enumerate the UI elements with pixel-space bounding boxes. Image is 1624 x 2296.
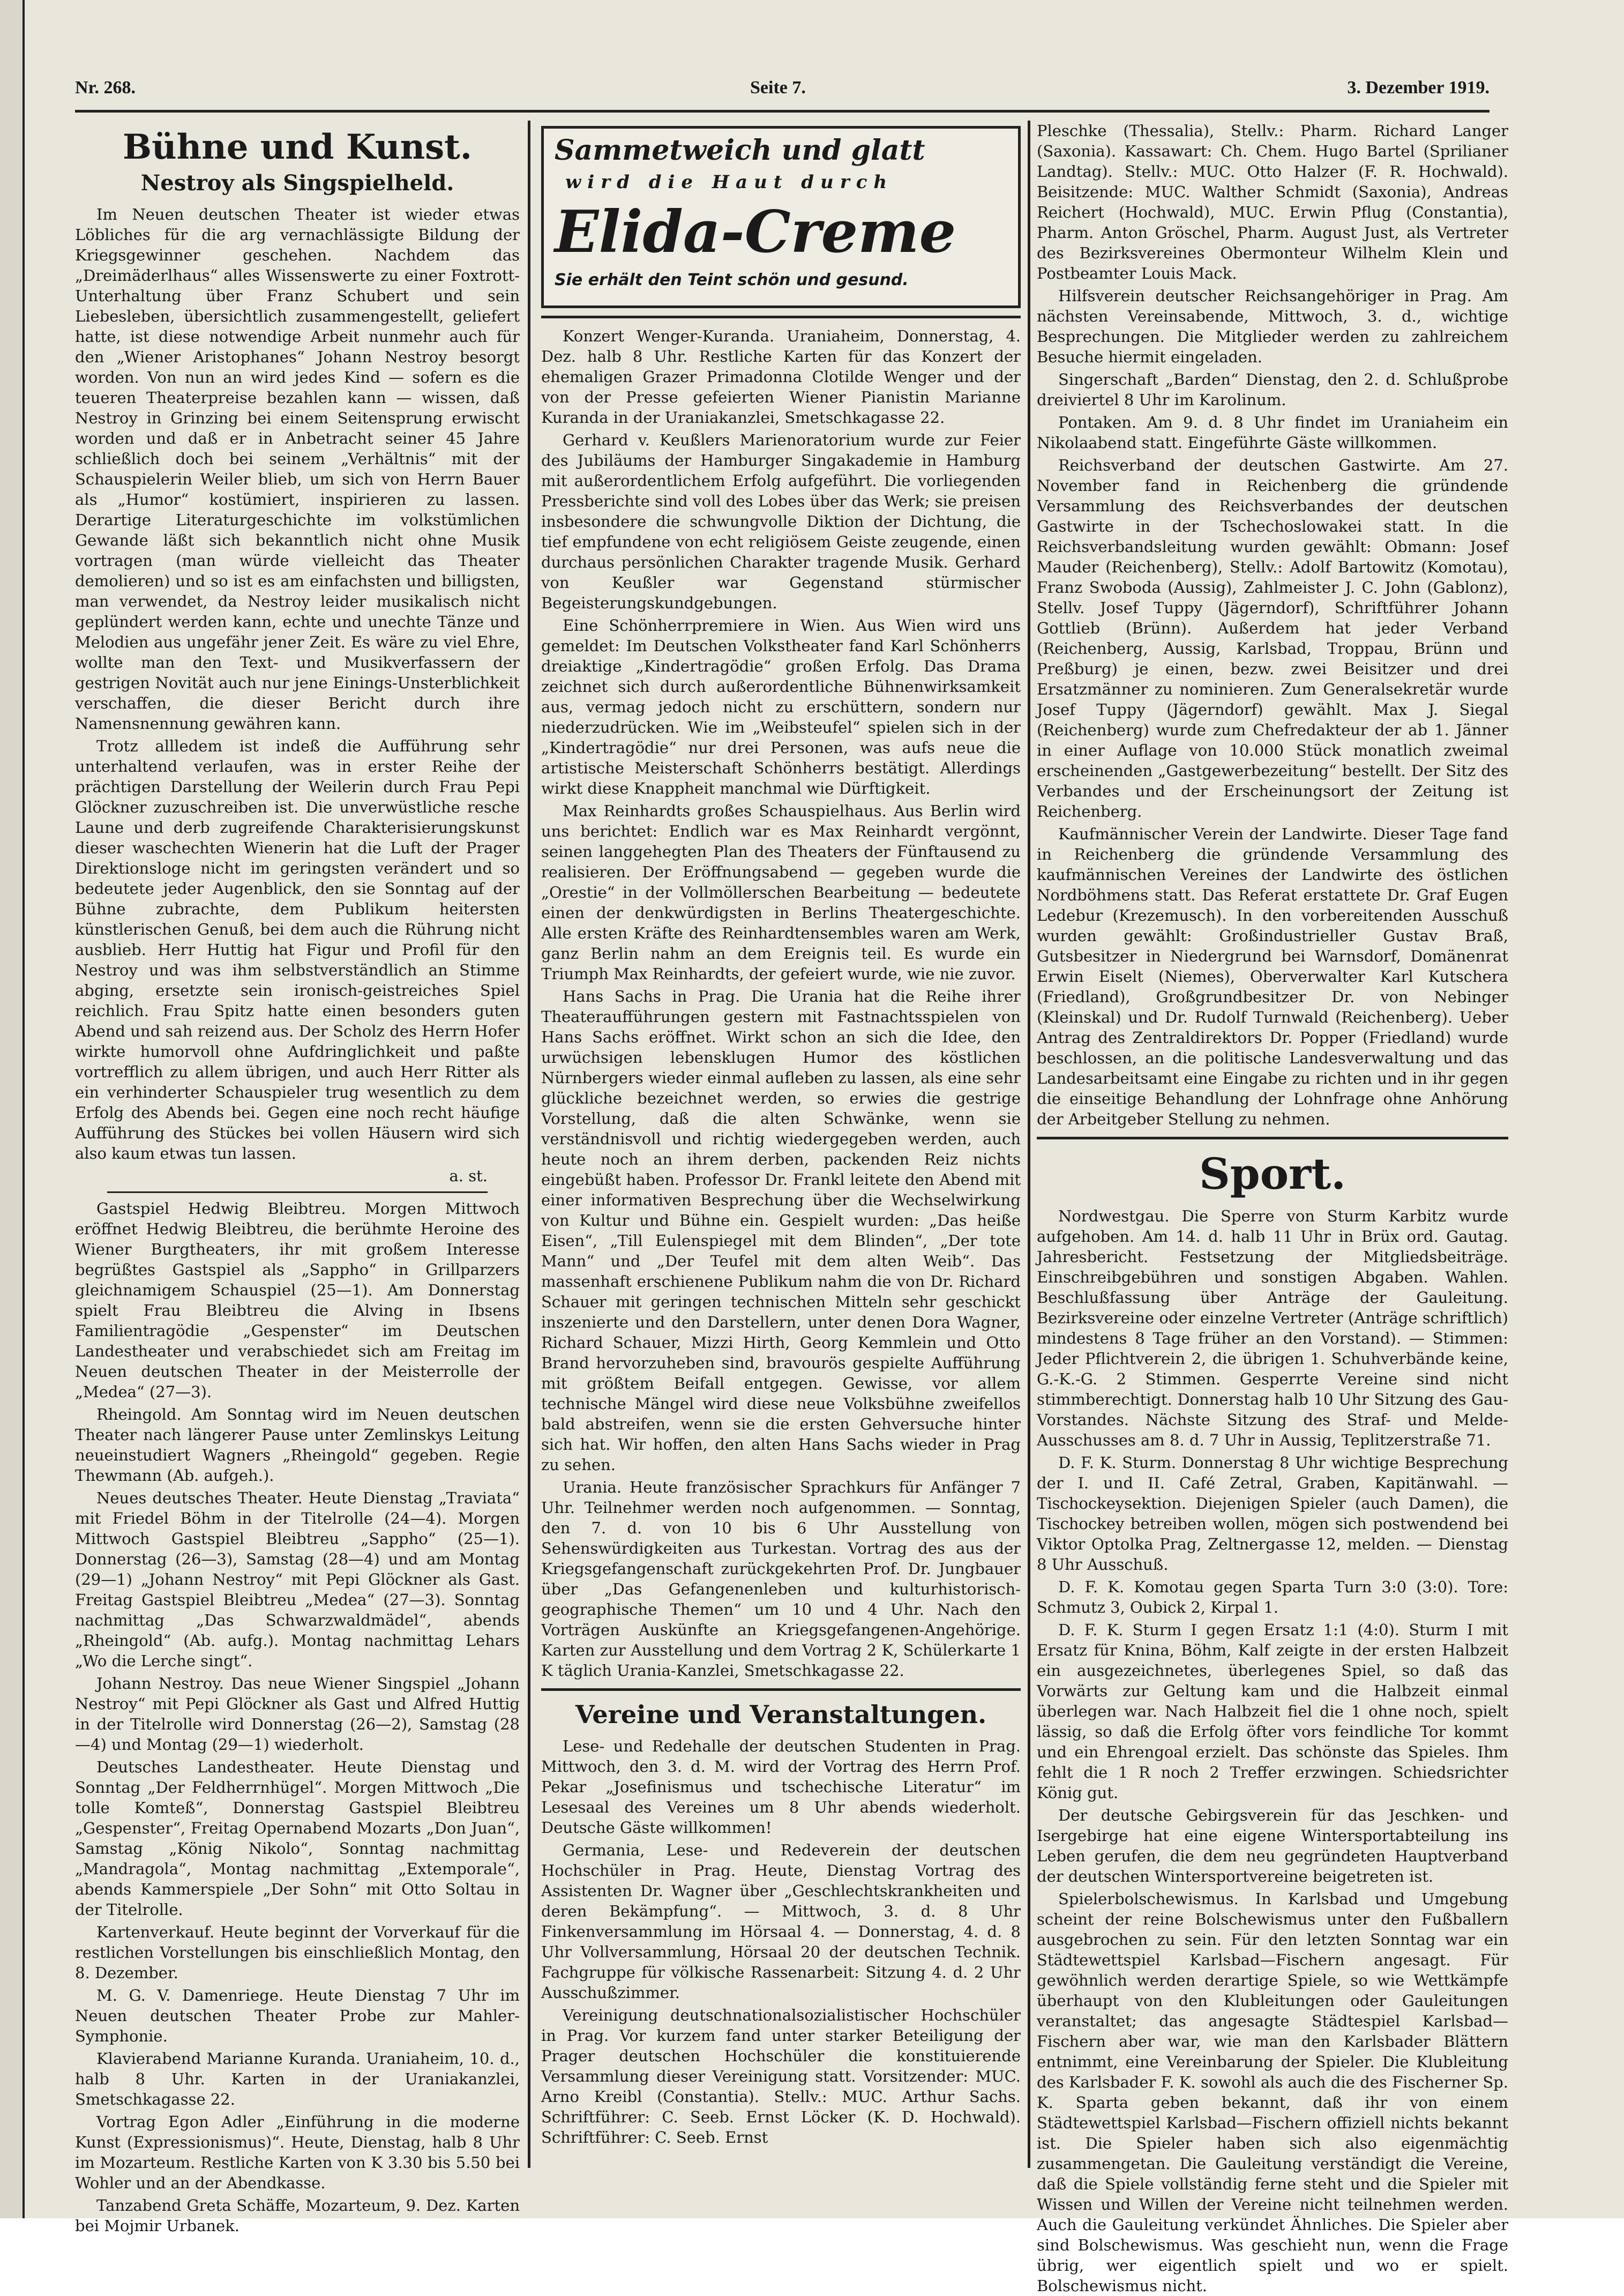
notice-item: Konzert Wenger-Kuranda. Uraniaheim, Donnerstag, 4. Dez. halb 8 Uhr. Restliche Karten für das Konzert der ehemaligen Grazer Primadonna Clotilde Wenger und der von der Presse gefeierten Wiener Pianistin Marianne Kuranda in der Uraniakanzlei, Smetschkagasse 22. — [541, 327, 1021, 427]
column-2 — [541, 121, 1021, 2168]
notice-item: Gerhard v. Keußlers Marienoratorium wurde zur Feier des Jubiläums der Hamburger Singakademie in Hamburg mit außerordentlichem Erfolg aufgeführt. Die vorliegenden Pressberichte sind voll des Lobes über das Werk; sie preisen insbesondere die schwungvolle Diktion der Dichtung, die tief empfundene von echt religiösem Geiste zeugende, einen durchaus persönlichen Charakter tragende Musik. Gerhard von Keußler war Gegenstand stürmischer Begeisterungskundgebungen. — [541, 431, 1021, 612]
notice-item: Kaufmännischer Verein der Landwirte. Dieser Tage fand in Reichenberg die gründende Versammlung des kaufmännischen Vereines der Landwirte des östlichen Nordböhmens statt. Das Referat erstattete Dr. Graf Eugen Ledebur (Krezemusch). In den vorbereitenden Ausschuß wurden gewählt: Großindustrieller Gustav Braß, Gutsbesitzer in Niedergrund bei Warnsdorf, Domänenrat Erwin Eiselt (Niemes), Oberverwalter Karl Kutschera (Friedland), Großgrundbesitzer Dr. von Nebinger (Kleinskal) und Dr. Rudolf Turnwald (Reichenberg). Ueber Antrag des Zentraldirektors Dr. Popper (Friedland) wurde beschlossen, an die politische Landesverwaltung und das Landesarbeitsamt eine Eingabe zu richten und in ihr gegen die einseitige Behandlung der Lohnfrage ohne Anhörung der Arbeitgeber Stellung zu nehmen. — [1037, 825, 1508, 1128]
section-divider — [1037, 1137, 1508, 1139]
ad-subline: wird die Haut durch — [565, 172, 894, 193]
notice-item: Hans Sachs in Prag. Die Urania hat die Reihe ihrer Theateraufführungen gestern mit Fastnachtsspielen von Hans Sachs eröffnet. Wirkt schon an sich die Idee, den urwüchsigen lebensklugen Humor des köstlichen Nürnbergers wieder einmal aufleben zu lassen, als eine sehr glückliche bezeichnet werden, so erwies die gestrige Vorstellung, daß die alten Schwänke, wenn sie verständnisvoll und richtig wiedergegeben werden, auch heute noch an ihrem derben, packenden Reiz nichts eingebüßt haben. Professor Dr. Frankl leitete den Abend mit einer informativen Besprechung über die Wechselwirkung von Kultur und Bühne ein. Gespielt wurden: „Das heiße Eisen“, „Till Eulenspiegel mit dem Blinden“, „Der tote Mann“ und „Der Teufel mit dem alten Weib“. Das massenhaft erschienene Publikum nahm die von Dr. Richard Schauer mit geringen technischen Mitteln sehr geschickt inszenierte und den Darstellern, unter denen Dora Wagner, Richard Schauer, Mizzi Hirth, Georg Kemmlein und Otto Brand hervorzuheben sind, bravourös gespielte Aufführung mit größtem Beifall entgegen. Gewisse, vor allem technische Mängel wird diese neue Volksbühne zweifellos bald abstreifen, wenn sie die ersten Gehversuche hinter sich hat. Wir hoffen, den alten Hans Sachs wieder in Prag zu sehen. — [541, 987, 1021, 1474]
article-paragraph: Im Neuen deutschen Theater ist wieder etwas Löbliches für die arg vernachlässigte Bildung der Kriegsgewinner geschehen. Nachdem das „Dreimäderlhaus“ alles Wissenswerte zu einer Foxtrott-Unterhaltung über Franz Schubert und sein Liebesleben, übersichtlich zusammengestellt, geliefert hatte, ist diese notwendige Arbeit nunmehr auch für den „Wiener Aristophanes“ Johann Nestroy besorgt worden. Von nun an wird jedes Kind — sofern es die teueren Theaterpreise bezahlen kann — wissen, daß Nestroy in Grinzing bei einem Seitensprung erwischt worden und daß er in Anbetracht seiner 45 Jahre schließlich doch bei seinem „Verhältnis“ mit der Schauspielerin Weiler blieb, um sich von Herrn Bauer als „Humor“ kostümiert, inspirieren zu lassen. Derartige Literaturgeschichte im volkstümlichen Gewande läßt sich bekanntlich nicht ohne Musik vortragen (man würde vielleicht das Theater demolieren) und so ist es am einfachsten und billigsten, man verwendet, da Nestroy leider musikalisch nicht geplündert werden kann, echte und unechte Tänze und Melodien aus ungefähr jener Zeit. Es wäre zu viel Ehre, wollte man den Text- und Musikverfassern der gestrigen Novität auch nur jene Einings-Unsterblichkeit verschaffen, die dieser Bericht durch ihre Namensnennung gewähren kann. — [75, 205, 520, 733]
notice-item: Deutsches Landestheater. Heute Dienstag und Sonntag „Der Feldherrnhügel“. Morgen Mittwoch „Die tolle Komteß“, Donnerstag Gastspiel Bleibtreu „Gespenster“, Freitag Opernabend Mozarts „Don Juan“, Samstag „König Nikolo“, Sonntag nachmittag „Mandragola“, Montag nachmittag „Extemporale“, abends Kammerspiele „Der Sohn“ mit Otto Soltau in der Titelrolle. — [75, 1758, 520, 1919]
theater-notices — [75, 1198, 520, 2236]
ad-tagline: Sie erhält den Teint schön und gesund. — [555, 271, 909, 289]
section-title-buehne: Bühne und Kunst. — [123, 127, 472, 167]
vereine-notices — [541, 1736, 1021, 2148]
sport-notices — [1037, 1206, 1508, 2296]
notice-item: Singerschaft „Barden“ Dienstag, den 2. d. Schlußprobe dreiviertel 8 Uhr im Karolinum. — [1037, 370, 1508, 409]
column-1 — [75, 121, 520, 2235]
adjacent-page-edge — [0, 0, 25, 2218]
notice-item: Rheingold. Am Sonntag wird im Neuen deutschen Theater nach längerer Pause unter Zemlinskys Leitung neueinstudiert Wagners „Rheingold“ gegeben. Regie Thewmann (Ab. aufgeh.). — [75, 1405, 520, 1485]
elida-creme-advertisement — [541, 126, 1021, 308]
notice-item: Der deutsche Gebirgsverein für das Jeschken- und Isergebirge hat eine eigene Wintersportabteilung ins Leben gerufen, die dem neu gegründeten Hauptverband der deutschen Wintersportvereine beigetreten ist. — [1037, 1806, 1508, 1885]
notice-item: Vortrag Egon Adler „Einführung in die moderne Kunst (Expressionismus)“. Heute, Dienstag, halb 8 Uhr im Mozarteum. Restliche Karten von K 3.30 bis 5.50 bei Wohler und an der Abendkasse. — [75, 2113, 520, 2192]
ad-divider — [541, 316, 1021, 318]
notice-item: Urania. Heute französischer Sprachkurs für Anfänger 7 Uhr. Teilnehmer werden noch aufgenommen. — Sonntag, den 7. d. von 10 bis 6 Uhr Ausstellung von Sehenswürdigkeiten aus Turkestan. Vortrag des aus der Kriegsgefangenschaft zurückgekehrten Prof. Dr. Jungbauer über „Das Gefangenenleben und kulturhistorisch-geographische Themen“ um 10 und 4 Uhr. Nach den Vorträgen Auskünfte an Kriegsgefangenen-Angehörige. Karten zur Ausstellung und dem Vortrag 2 K, Schülerkarte 1 K täglich Urania-Kanzlei, Smetschkagasse 22. — [541, 1478, 1021, 1680]
column-rule-2 — [1028, 121, 1030, 2168]
notice-item: Pontaken. Am 9. d. 8 Uhr findet im Uraniaheim ein Nikolaabend statt. Eingeführte Gäste willkommen. — [1037, 413, 1508, 452]
notice-item: Gastspiel Hedwig Bleibtreu. Morgen Mittwoch eröffnet Hedwig Bleibtreu, die berühmte Heroine des Wiener Burgtheaters, ihr mit großem Interesse begrüßtes Gastspiel als „Sappho“ in Grillparzers gleichnamigem Schauspiel (25—1). Am Donnerstag spielt Frau Bleibtreu die Alving in Ibsens Familientragödie „Gespenster“ im Deutschen Landestheater und verabschiedet sich am Freitag im Neuen deutschen Theater in der Meisterrolle der „Medea“ (27—3). — [75, 1199, 520, 1401]
notice-item: Pleschke (Thessalia), Stellv.: Pharm. Richard Langer (Saxonia). Kassawart: Ch. Chem. Hugo Bartel (Sprilianer Landtag). Stellv.: MUC. Otto Halzer (F. R. Hochwald). Beisitzende: MUC. Walther Schmidt (Saxonia), Andreas Reichert (Hochwald), MUC. Erwin Pflug (Constantia), Pharm. Anton Gröschel, Pharm. August Just, als Vertreter des Bezirksvereines Obermonteur Wilhelm Klein und Postbeamter Louis Mack. — [1037, 122, 1508, 282]
notice-item: Nordwestgau. Die Sperre von Sturm Karbitz wurde aufgehoben. Am 14. d. halb 11 Uhr in Brüx ord. Gautag. Jahresbericht. Festsetzung der Mitgliedsbeiträge. Einschreibgebühren und sonstigen Abgaben. Wahlen. Beschlußfassung über Anträge der Gauleitung. Bezirksvereine oder einzelne Vertreter (Anträge schriftlich) mindestens 8 Tage früher an den Vorstand). — Stimmen: Jeder Pflichtverein 2, die übrigen 1. Schuhverbände keine, G.-K.-G. 2 Stimmen. Gesperrte Vereine sind nicht stimmberechtigt. Donnerstag halb 10 Uhr Sitzung des Gau-Vorstandes. Nächste Sitzung des Straf- und Melde-Ausschusses am 8. d. 7 Uhr in Aussig, Teplitzerstraße 71. — [1037, 1207, 1508, 1449]
notice-item: D. F. K. Komotau gegen Sparta Turn 3:0 (3:0). Tore: Schmutz 3, Oubick 2, Kirpal 1. — [1037, 1578, 1508, 1616]
section-divider — [107, 1191, 488, 1193]
section-title-sport: Sport. — [1199, 1149, 1346, 1199]
notice-item: Kartenverkauf. Heute beginnt der Vorverkauf für die restlichen Vorstellungen bis einschließlich Montag, den 8. Dezember. — [75, 1923, 520, 1982]
page-header — [75, 78, 1490, 105]
column-3 — [1037, 121, 1508, 2295]
issue-date: 3. Dezember 1919. — [1347, 78, 1490, 98]
section-title-vereine: Vereine und Veranstaltungen. — [575, 1700, 987, 1729]
notice-item: M. G. V. Damenriege. Heute Dienstag 7 Uhr im Neuen deutschen Theater Probe zur Mahler-Symphonie. — [75, 1986, 520, 2045]
header-rule — [75, 110, 1490, 113]
notice-item: Germania, Lese- und Redeverein der deutschen Hochschüler in Prag. Heute, Dienstag Vortrag des Assistenten Dr. Wagner über „Geschlechtskrankheiten und deren Bekämpfung“. — Mittwoch, 3. d. 8 Uhr Finkenversammlung im Hörsaal 4. — Donnerstag, 4. d. 8 Uhr Vollversammlung, Hörsaal 20 der deutschen Technik. Fachgruppe für völkische Rassenarbeit: Sitzung 4. d. 2 Uhr Ausschußzimmer. — [541, 1841, 1021, 2002]
vereine-continued — [1037, 121, 1508, 1129]
page-number: Seite 7. — [750, 78, 806, 98]
notice-item: Reichsverband der deutschen Gastwirte. Am 27. November fand in Reichenberg die gründende Versammlung des Reichsverbandes der deutschen Gastwirte in der Tschechoslowakei statt. In die Reichsverbandsleitung wurden gewählt: Obmann: Josef Mauder (Reichenberg), Stellv.: Adolf Bartowitz (Komotau), Franz Swoboda (Aussig), Zahlmeister J. C. John (Gablonz), Stellv. Josef Tuppy (Jägerndorf), Schriftführer Johann Gottlieb (Brünn). Außerdem hat jeder Verband (Reichenberg, Aussig, Karlsbad, Troppau, Brünn und Preßburg) je einen, bezw. zwei Beisitzer und drei Ersatzmänner zu nominieren. Zum Generalsekretär wurde Josef Tuppy (Jägerndorf) gewählt. Max J. Siegal (Reichenberg) wurde zum Chefredakteur der ab 1. Jänner in einer Auflage von 10.000 Stück monatlich zweimal erscheinenden „Gastgewerbezeitung“ bestellt. Der Sitz des Verbandes und der Erscheinungsort der Zeitung ist Reichenberg. — [1037, 456, 1508, 821]
issue-number: Nr. 268. — [75, 78, 136, 98]
article-title-nestroy: Nestroy als Singspielheld. — [140, 170, 454, 196]
notice-item: Klavierabend Marianne Kuranda. Uraniaheim, 10. d., halb 8 Uhr. Karten in der Uraniakanzlei, Smetschkagasse 22. — [75, 2049, 520, 2108]
article-paragraph: Trotz allledem ist indeß die Aufführung sehr unterhaltend verlaufen, was in erster Reihe der prächtigen Darstellung der Weilerin durch Frau Pepi Glöckner zuzuschreiben ist. Die unverwüstliche resche Laune und derb zugreifende Charakterisierungskunst dieser waschechten Wienerin hat die Luft der Prager Direktionsloge nicht im geringsten verändert und so bedeutete jeder Augenblick, den sie Sonntag auf der Bühne zubrachte, dem Publikum heitersten künstlerischen Genuß, bei dem auch die Rührung nicht ausblieb. Herr Huttig hat Figur und Profil für den Nestroy und was ihm selbstverständlich an Stimme abging, ersetzte sein ironisch-geistreiches Spiel reichlich. Frau Spitz hatte einen besonders guten Abend und sah reizend aus. Der Scholz des Herrn Hofer wirkte humorvoll ohne Aufdringlichkeit und paßte vortrefflich zu allem übrigen, und auch Herr Ritter als ein verhinderter Schauspieler trug wesentlich zu dem Erfolg des Abends bei. Gegen eine noch recht häufige Aufführung des Stückes bei vollen Häusern wird sich also kaum etwas tun lassen. — [75, 737, 520, 1162]
section-divider — [541, 1688, 1021, 1691]
article-body-nestroy — [75, 204, 520, 1186]
notice-item: D. F. K. Sturm I gegen Ersatz 1:1 (4:0). Sturm I mit Ersatz für Knina, Böhm, Kalf zeigte in der ersten Halbzeit ein ausgezeichnetes, überlegenes Spiel, so daß das Vorwärts zur Geltung kam und die Halbzeit einmal überlegen war. Nach Halbzeit fiel die 1 ohne noch, spielt lässig, so daß die Erfolg öfter vors feindliche Tor kommt und ein Ehrengoal erzielt. Das schönste das Spieles. Ihm fehlt die 1 R noch 2 Treffer erzwingen. Schiedsrichter König gut. — [1037, 1621, 1508, 1802]
ad-headline: Sammetweich und glatt — [555, 134, 925, 167]
notice-item: Max Reinhardts großes Schauspielhaus. Aus Berlin wird uns berichtet: Endlich war es Max Reinhardt vergönnt, seinen langgehegten Plan des Theaters der Fünftausend zu realisieren. Der Eröffnungsabend — gegeben wurde die „Orestie“ in der Vollmöllerschen Bearbeitung — bedeutete einen der denkwürdigsten in Berlins Theatergeschichte. Alle ersten Kräfte des Reinhardtensembles waren am Werk, ganz Berlin nahm an dem Ereignis teil. Es wurde ein Triumph Max Reinhardts, der gefeiert wurde, wie nie zuvor. — [541, 802, 1021, 983]
article-signature: a. st. — [449, 1167, 488, 1185]
notice-item: Vereinigung deutschnationalsozialistischer Hochschüler in Prag. Vor kurzem fand unter starker Beteiligung der Prager deutschen Hochschüler die konstituierende Versammlung dieser Vereinigung statt. Vorsitzender: MUC. Arno Kreibl (Constantia). Stellv.: MUC. Arthur Sachs. Schriftführer: C. Seeb. Ernst Löcker (K. D. Hochwald). Schriftführer: C. Seeb. Ernst — [541, 2006, 1021, 2146]
notice-item: Eine Schönherrpremiere in Wien. Aus Wien wird uns gemeldet: Im Deutschen Volkstheater fand Karl Schönherrs dreiaktige „Kindertragödie“ großen Erfolg. Das Drama zeichnet sich durch außerordentliche Bühnenwirksamkeit aus, vermag jedoch nicht zu erschüttern, sondern nur niederzudrücken. Wie im „Weibsteufel“ spielen sich in der „Kindertragödie“ nur drei Personen, was aufs neue die artistische Meisterschaft Schönherrs bestätigt. Allerdings wirkt diese Knappheit manchmal wie Dürftigkeit. — [541, 616, 1021, 797]
notice-item: Neues deutsches Theater. Heute Dienstag „Traviata“ mit Friedel Böhm in der Titelrolle (24—4). Morgen Mittwoch Gastspiel Bleibtreu „Sappho“ (25—1). Donnerstag (26—3), Samstag (28—4) und am Montag (29—1) „Johann Nestroy“ mit Pepi Glöckner als Gast. Freitag Gastspiel Bleibtreu „Medea“ (27—3). Sonntag nachmittag „Das Schwarzwaldmädel“, abends „Rheingold“ (Ab. aufg.). Montag nachmittag Lehars „Wo die Lerche singt“. — [75, 1489, 520, 1670]
notice-item: Johann Nestroy. Das neue Wiener Singspiel „Johann Nestroy“ mit Pepi Glöckner als Gast und Alfred Huttig in der Titelrolle wird Donnerstag (26—2), Samstag (28—4) und Montag (29—1) wiederholt. — [75, 1674, 520, 1754]
notice-item: Hilfsverein deutscher Reichsangehöriger in Prag. Am nächsten Vereinsabende, Mittwoch, 3. d., wichtige Besprechungen. Die Mitglieder werden zu zahlreichem Besuche hiermit eingeladen. — [1037, 287, 1508, 366]
notice-item: Lese- und Redehalle der deutschen Studenten in Prag. Mittwoch, den 3. d. M. wird der Vortrag des Herrn Prof. Pekar „Josefinismus und tschechische Literatur“ im Lesesaal des Vereines um 8 Uhr abends wiederholt. Deutsche Gäste willkommen! — [541, 1737, 1021, 1837]
notice-item: D. F. K. Sturm. Donnerstag 8 Uhr wichtige Besprechung der I. und II. Café Zetral, Graben, Kapitänwahl. — Tischockeysektion. Diejenigen Spieler (auch Damen), die Tischockey betreiben wollen, mögen sich postwendend bei Viktor Optolka Prag, Zeltnergasse 12, melden. — Dienstag 8 Uhr Ausschuß. — [1037, 1453, 1508, 1574]
ad-brand: Elida-Creme — [555, 198, 956, 266]
column-rule-1 — [528, 121, 530, 2168]
notice-item: Tanzabend Greta Schäffe, Mozarteum, 9. Dez. Karten bei Mojmir Urbanek. — [75, 2196, 520, 2235]
notice-item: Spielerbolschewismus. In Karlsbad und Umgebung scheint der reine Bolschewismus unter den Fußballern ausgebrochen zu sein. Für den letzten Sonntag war ein Städtewettspiel Karlsbad—Fischern angesagt. Für gewöhnlich werden derartige Spiele, so wie Wettkämpfe überhaupt von den Klubleitungen oder Gauleitungen veranstaltet; das angesagte Städtespiel Karlsbad—Fischern aber war, wie man den Karlsbader Blättern entnimmt, eine Vereinbarung der Spieler. Die Klubleitung des Karlsbader F. K. sowohl als auch die des Fischerner Sp. K. Sparta geben bekannt, daß ihr von einem Städtewettspiel Karlsbad—Fischern offiziell nichts bekannt ist. Die Spieler haben sich also eigenmächtig zusammengetan. Die Gauleitung verständigt die Vereine, daß die Spiele vollständig ferne steht und die Spieler mit Wissen und Willen der Vereine nicht teilnehmen werden. Auch die Gauleitung verkündet Ähnliches. Die Spieler aber sind Bolschewismus. Was geschieht nun, wenn die Frage übrig, wer eigentlich spielt und wo er spielt. Bolschewismus nicht. — [1037, 1890, 1508, 2295]
culture-notices — [541, 326, 1021, 1681]
